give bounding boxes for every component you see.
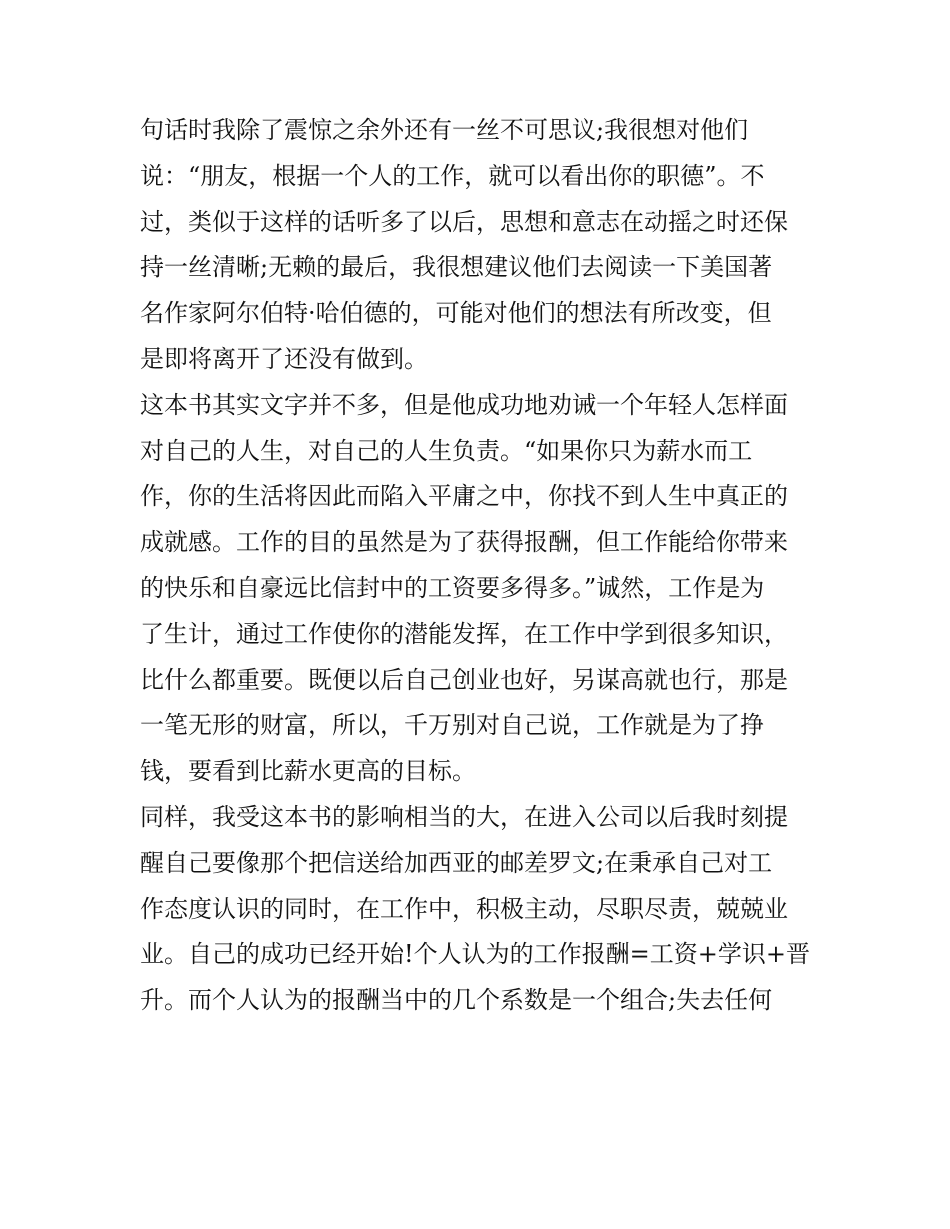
text-line: 成就感。工作的目的虽然是为了获得报酬，但工作能给你带来 [140, 528, 788, 557]
text-line: 过，类似于这样的话听多了以后，思想和意志在动摇之时还保 [140, 207, 788, 236]
text-line: 持一丝清晰;无赖的最后，我很想建议他们去阅读一下美国著 [140, 253, 773, 282]
text-line: 一笔无形的财富，所以，千万别对自己说，工作就是为了挣 [140, 711, 764, 740]
text-line: 说：“朋友，根据一个人的工作，就可以看出你的职德”。不 [140, 161, 765, 190]
text-line: 钱，要看到比薪水更高的目标。 [140, 757, 476, 786]
text-line: 业。自己的成功已经开始!个人认为的工作报酬=工资+学识+晋 [140, 940, 810, 969]
text-line: 句话时我除了震惊之余外还有一丝不可思议;我很想对他们 [140, 116, 749, 144]
text-line: 名作家阿尔伯特·哈伯德的，可能对他们的想法有所改变，但 [140, 299, 772, 328]
text-line: 作，你的生活将因此而陷入平庸之中，你找不到人生中真正的 [140, 482, 788, 511]
text-line: 的快乐和自豪远比信封中的工资要多得多。”诚然，工作是为 [140, 573, 765, 602]
text-line: 这本书其实文字并不多，但是他成功地劝诫一个年轻人怎样面 [140, 390, 788, 419]
text-line: 对自己的人生，对自己的人生负责。“如果你只为薪水而工 [140, 436, 753, 465]
text-line: 了生计，通过工作使你的潜能发挥，在工作中学到很多知识， [140, 619, 788, 648]
text-line: 同样，我受这本书的影响相当的大，在进入公司以后我时刻提 [140, 802, 788, 831]
body-text [140, 108, 820, 1024]
text-line: 作态度认识的同时，在工作中，积极主动，尽职尽责，兢兢业 [140, 894, 788, 923]
text-line: 是即将离开了还没有做到。 [140, 344, 428, 373]
text-line: 醒自己要像那个把信送给加西亚的邮差罗文;在秉承自己对工 [140, 848, 773, 877]
text-line: 升。而个人认为的报酬当中的几个系数是一个组合;失去任何 [140, 986, 773, 1015]
text-line: 比什么都重要。既便以后自己创业也好，另谋高就也行，那是 [140, 665, 788, 694]
